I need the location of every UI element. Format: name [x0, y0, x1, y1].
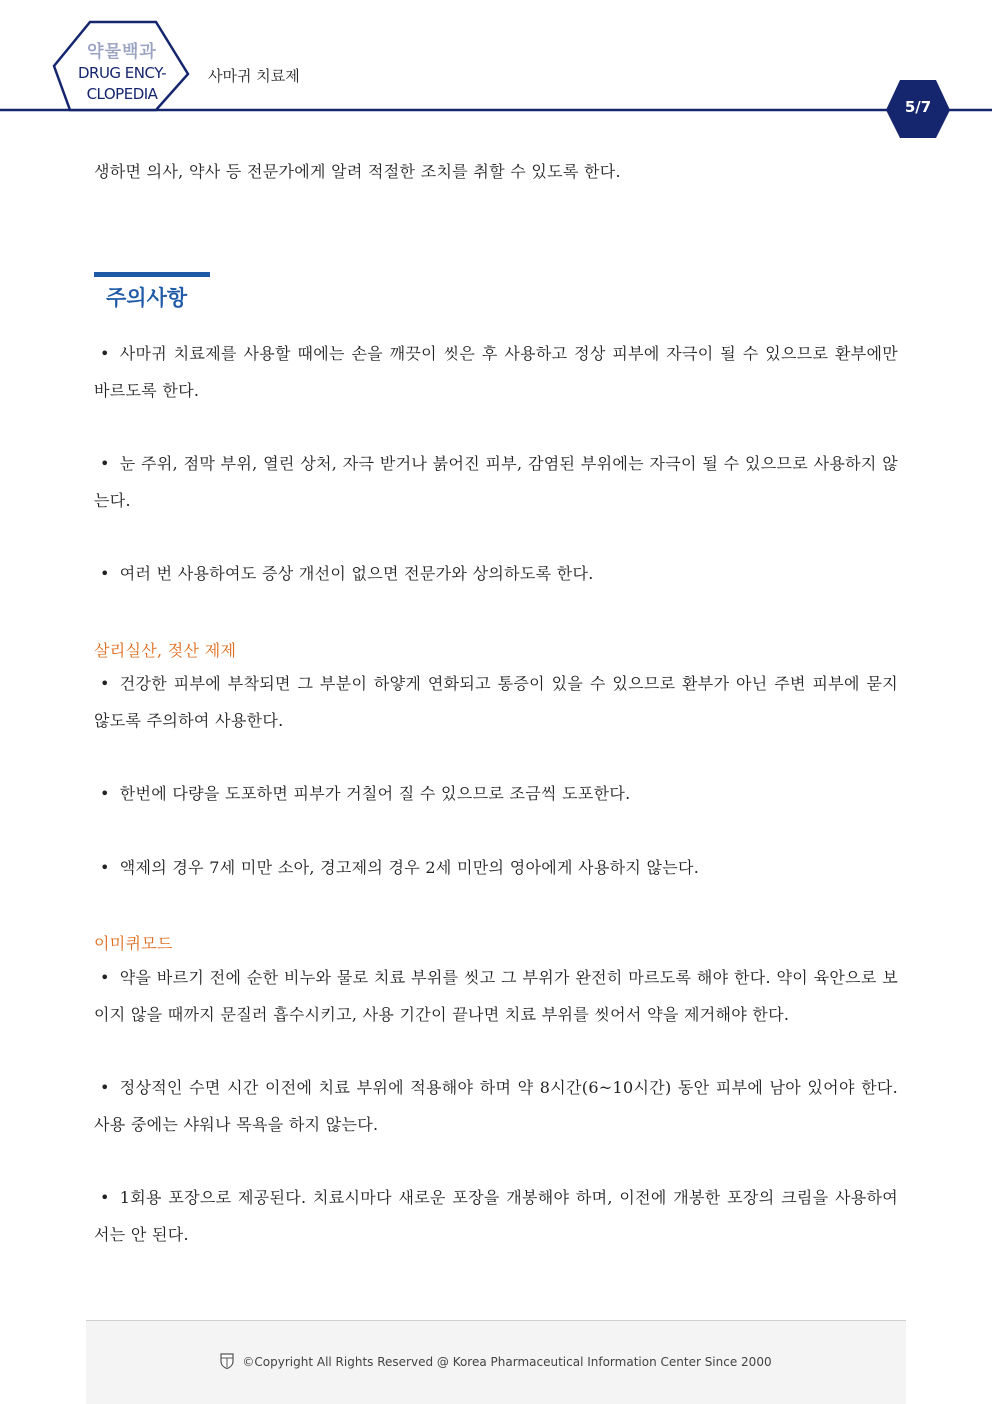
bullet-icon: • — [100, 784, 110, 803]
list-item-text: 건강한 피부에 부착되면 그 부분이 하얗게 연화되고 통증이 있을 수 있으므로 환부가 아닌 주변 피부에 묻지 않도록 주의하여 사용한다. — [94, 674, 898, 730]
logo — [72, 42, 172, 105]
shield-emblem-icon — [220, 1353, 234, 1372]
footer-line — [86, 1353, 906, 1372]
list-item — [94, 446, 898, 519]
copyright-text: ©Copyright All Rights Reserved @ Korea Pharmaceutical Information Center Since 2000 — [242, 1355, 772, 1369]
list-item-text: 1회용 포장으로 제공된다. 치료시마다 새로운 포장을 개봉해야 하며, 이전에 개봉한 포장의 크림을 사용하여서는 안 된다. — [94, 1188, 898, 1244]
list-item-text: 약을 바르기 전에 순한 비누와 물로 치료 부위를 씻고 그 부위가 완전히 마르도록 해야 한다. 약이 육안으로 보이지 않을 때까지 문질러 흡수시키고, 사용 기간이 끝나면 치료 부위를 씻어서 약을 제거해야 한다. — [94, 968, 898, 1024]
list-item-text: 여러 번 사용하여도 증상 개선이 없으면 전문가와 상의하도록 한다. — [119, 564, 594, 583]
bullet-icon: • — [100, 454, 110, 473]
section-title-bar — [94, 272, 210, 277]
list-item — [94, 336, 898, 409]
page-header — [0, 0, 992, 140]
list-item-text: 눈 주위, 점막 부위, 열린 상처, 자극 받거나 붉어진 피부, 감염된 부위에는 자극이 될 수 있으므로 사용하지 않는다. — [94, 454, 898, 510]
list-item — [94, 960, 898, 1033]
document-title: 사마귀 치료제 — [208, 67, 300, 85]
list-item — [94, 1070, 898, 1143]
bullet-icon: • — [100, 968, 110, 987]
subheading-salicylic: 살리실산, 젖산 제제 — [94, 641, 237, 660]
list-item — [94, 1180, 898, 1253]
logo-english-line2: CLOPEDIA — [86, 85, 158, 103]
list-item — [94, 666, 898, 739]
bullet-icon: • — [100, 1078, 110, 1097]
subheading-imiquimod: 이미퀴모드 — [94, 934, 173, 953]
bullet-icon: • — [100, 564, 110, 583]
page-number: 5/7 — [904, 98, 932, 116]
list-item-text: 액제의 경우 7세 미만 소아, 경고제의 경우 2세 미만의 영아에게 사용하지 않는다. — [119, 858, 700, 877]
list-item — [94, 556, 898, 593]
logo-english-line1: DRUG ENCY- — [77, 64, 167, 82]
list-item-text: 한번에 다량을 도포하면 피부가 거칠어 질 수 있으므로 조금씩 도포한다. — [119, 784, 631, 803]
list-item — [94, 850, 898, 887]
list-item-text: 사마귀 치료제를 사용할 때에는 손을 깨끗이 씻은 후 사용하고 정상 피부에 자극이 될 수 있으므로 환부에만 바르도록 한다. — [94, 344, 898, 400]
list-item-text: 정상적인 수면 시간 이전에 치료 부위에 적용해야 하며 약 8시간(6~10시간) 동안 피부에 남아 있어야 한다. 사용 중에는 샤워나 목욕을 하지 않는다. — [94, 1078, 898, 1134]
intro-text: 생하면 의사, 약사 등 전문가에게 알려 적절한 조치를 취할 수 있도록 한다. — [94, 162, 621, 181]
section-title: 주의사항 — [106, 286, 188, 310]
bullet-icon: • — [100, 344, 110, 363]
bullet-icon: • — [100, 858, 110, 877]
logo-korean: 약물백과 — [87, 42, 157, 62]
bullet-icon: • — [100, 1188, 110, 1207]
page-footer — [86, 1320, 906, 1404]
bullet-icon: • — [100, 674, 110, 693]
list-item — [94, 776, 898, 813]
